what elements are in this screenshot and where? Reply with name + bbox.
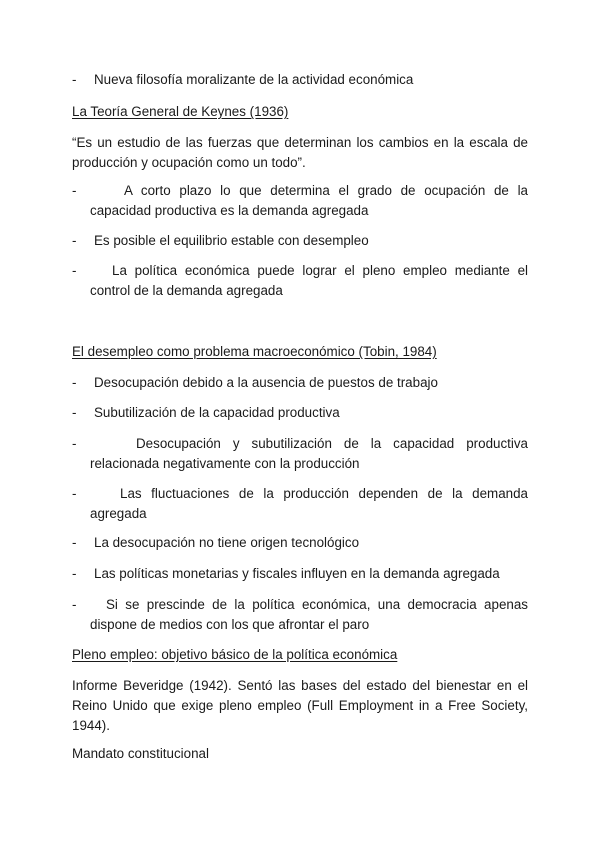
- list-item-text: La política económica puede lograr el pleno empleo mediante el control de la demanda agregada: [90, 263, 528, 298]
- bullet-dash: -: [72, 263, 77, 278]
- bullet-dash: -: [72, 233, 77, 248]
- bullet-dash: -: [72, 597, 77, 612]
- bullet-dash: -: [72, 375, 77, 390]
- section-heading-keynes: La Teoría General de Keynes (1936): [72, 104, 289, 119]
- bullet-dash: -: [72, 566, 77, 581]
- list-item: [72, 484, 528, 524]
- list-item: [72, 434, 528, 474]
- list-item: [72, 70, 528, 90]
- section-heading-tobin: El desempleo como problema macroeconómico (Tobin, 1984): [72, 344, 437, 359]
- list-item-text: Desocupación debido a la ausencia de puestos de trabajo: [94, 375, 438, 390]
- list-item-text: Nueva filosofía moralizante de la actividad económica: [94, 72, 414, 87]
- section-heading-pleno-empleo: Pleno empleo: objetivo básico de la política económica: [72, 647, 398, 662]
- paragraph-beveridge: Informe Beveridge (1942). Sentó las bases del estado del bienestar en el Reino Unido que exige pleno empleo (Full Employment in a Free Society, 1944).: [72, 678, 528, 733]
- paragraph-mandato: Mandato constitucional: [72, 746, 209, 761]
- list-item-text: Subutilización de la capacidad productiva: [94, 405, 340, 420]
- list-item-text: Las políticas monetarias y fiscales influyen en la demanda agregada: [94, 566, 500, 581]
- bullet-dash: -: [72, 183, 77, 198]
- bullet-dash: -: [72, 436, 77, 451]
- list-item: [72, 261, 528, 301]
- list-item: [72, 181, 528, 221]
- list-item: [72, 595, 528, 635]
- list-item-text: La desocupación no tiene origen tecnológico: [94, 535, 360, 550]
- list-item-text: Las fluctuaciones de la producción dependen de la demanda agregada: [90, 486, 528, 521]
- list-item: [72, 373, 528, 393]
- bullet-dash: -: [72, 72, 77, 87]
- bullet-dash: -: [72, 486, 77, 501]
- list-item: [72, 403, 528, 423]
- list-item: [72, 564, 528, 584]
- list-item-text: Si se prescinde de la política económica, una democracia apenas dispone de medios con los que afrontar el paro: [90, 597, 528, 632]
- list-item-text: A corto plazo lo que determina el grado de ocupación de la capacidad productiva es la demanda agregada: [90, 183, 528, 218]
- bullet-dash: -: [72, 535, 77, 550]
- bullet-dash: -: [72, 405, 77, 420]
- list-item: [72, 533, 528, 553]
- list-item: [72, 231, 528, 251]
- keynes-quote: “Es un estudio de las fuerzas que determinan los cambios en la escala de producción y ocupación como un todo”.: [72, 135, 528, 170]
- list-item-text: Desocupación y subutilización de la capacidad productiva relacionada negativamente con la producción: [90, 436, 528, 471]
- list-item-text: Es posible el equilibrio estable con desempleo: [94, 233, 369, 248]
